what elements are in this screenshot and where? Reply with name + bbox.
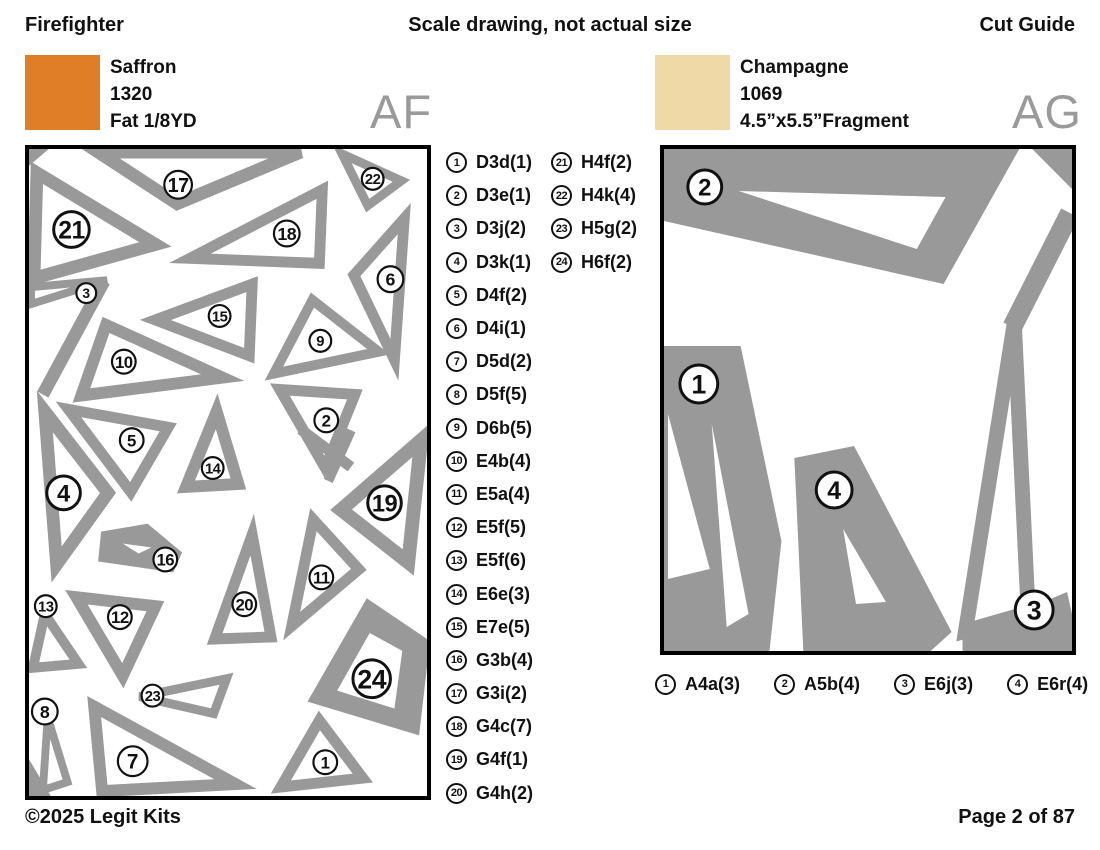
fabric-piece-outline <box>190 190 322 264</box>
svg-text:17: 17 <box>167 174 189 197</box>
af-legend-column-1 <box>446 146 533 810</box>
svg-text:10: 10 <box>114 352 133 372</box>
legend-item <box>655 672 740 696</box>
piece-number-marker <box>209 305 231 327</box>
legend-number-badge: 3 <box>446 218 467 239</box>
piece-number-marker <box>112 350 136 374</box>
legend-number-badge: 8 <box>446 384 467 405</box>
piece-number-marker <box>313 750 337 774</box>
legend-item <box>774 672 860 696</box>
legend-piece-code: E5a(4) <box>476 483 531 504</box>
piece-number-marker <box>816 472 852 508</box>
legend-piece-code: A4a(3) <box>685 673 741 694</box>
copyright: ©2025 Legit Kits <box>25 806 181 828</box>
fabric-piece-ring <box>664 149 1019 284</box>
legend-piece-code: D5f(5) <box>476 384 528 405</box>
svg-text:22: 22 <box>364 172 381 189</box>
legend-number-badge: 7 <box>446 351 467 372</box>
piece-number-marker <box>202 457 224 479</box>
legend-item <box>446 378 533 411</box>
piece-number-marker <box>118 746 148 776</box>
legend-item <box>446 146 533 179</box>
legend-item <box>446 246 533 279</box>
af-fabric-cut: Fat 1/8YD <box>110 111 197 132</box>
piece-number-marker <box>153 548 177 572</box>
piece-number-marker <box>309 565 333 589</box>
legend-item <box>446 777 533 810</box>
ag-cut-drawing <box>664 149 1072 651</box>
legend-number-badge: 13 <box>446 550 467 571</box>
legend-number-badge: 4 <box>1007 674 1028 695</box>
svg-text:1: 1 <box>320 753 330 773</box>
fabric-piece-sliver <box>1012 213 1070 327</box>
svg-text:3: 3 <box>82 285 91 302</box>
piece-number-marker <box>54 212 90 248</box>
legend-number-badge: 17 <box>446 683 467 704</box>
piece-number-marker <box>353 660 391 698</box>
ag-legend <box>655 672 1088 696</box>
svg-text:19: 19 <box>371 490 398 518</box>
legend-piece-code: G4h(2) <box>476 782 534 803</box>
legend-item <box>551 146 637 179</box>
legend-piece-code: D5d(2) <box>476 351 533 372</box>
project-title: Firefighter <box>25 14 124 36</box>
legend-item <box>446 445 533 478</box>
page-number: Page 2 of 87 <box>958 806 1075 828</box>
legend-piece-code: G3i(2) <box>476 683 528 704</box>
legend-number-badge: 23 <box>551 218 572 239</box>
piece-number-marker <box>142 685 164 707</box>
fabric-piece-outline <box>98 152 300 204</box>
legend-number-badge: 2 <box>774 674 795 695</box>
fabric-piece-outline <box>34 173 155 278</box>
legend-piece-code: G3b(4) <box>476 649 534 670</box>
legend-item <box>446 644 533 677</box>
fabric-piece-ring <box>794 446 951 651</box>
scale-note: Scale drawing, not actual size <box>408 14 692 36</box>
svg-text:18: 18 <box>277 223 297 244</box>
legend-number-badge: 18 <box>446 716 467 737</box>
af-cut-panel <box>25 145 431 800</box>
piece-number-marker <box>120 428 144 452</box>
piece-number-marker <box>35 595 57 617</box>
legend-number-badge: 3 <box>894 674 915 695</box>
svg-text:16: 16 <box>156 550 175 570</box>
svg-text:5: 5 <box>127 431 137 451</box>
svg-text:7: 7 <box>126 750 139 774</box>
legend-item <box>446 279 533 312</box>
piece-number-marker <box>108 605 132 629</box>
legend-number-badge: 10 <box>446 451 467 472</box>
svg-text:2: 2 <box>321 411 331 431</box>
svg-text:20: 20 <box>235 595 254 615</box>
piece-number-marker <box>32 699 58 725</box>
svg-text:12: 12 <box>111 608 129 628</box>
fabric-piece-outline <box>215 535 271 639</box>
legend-number-badge: 20 <box>446 783 467 804</box>
fabric-piece-outline <box>155 284 252 356</box>
svg-text:8: 8 <box>39 701 50 722</box>
svg-text:6: 6 <box>385 269 396 290</box>
legend-piece-code: G4f(1) <box>476 749 529 770</box>
legend-item <box>1007 672 1088 696</box>
svg-text:14: 14 <box>204 461 221 478</box>
legend-piece-code: E4b(4) <box>476 450 532 471</box>
piece-number-marker <box>309 330 331 352</box>
svg-text:23: 23 <box>144 688 161 706</box>
svg-text:4: 4 <box>56 480 71 508</box>
ag-fabric-name: Champagne <box>740 57 849 78</box>
legend-item <box>446 677 533 710</box>
legend-item <box>446 312 533 345</box>
legend-piece-code: H6f(2) <box>581 251 633 272</box>
legend-piece-code: D3e(1) <box>476 185 532 206</box>
piece-number-marker <box>274 221 300 247</box>
legend-item <box>446 412 533 445</box>
legend-item <box>446 478 533 511</box>
legend-number-badge: 24 <box>551 252 572 273</box>
piece-number-marker <box>76 283 96 303</box>
legend-number-badge: 16 <box>446 650 467 671</box>
legend-number-badge: 15 <box>446 617 467 638</box>
svg-text:4: 4 <box>827 476 842 506</box>
piece-number-marker <box>232 592 256 616</box>
ag-fabric-cut: 4.5”x5.5”Fragment <box>740 111 909 132</box>
legend-piece-code: D4i(1) <box>476 318 527 339</box>
ag-fabric-swatch <box>655 55 730 130</box>
fabric-piece-outline <box>94 707 235 791</box>
legend-number-badge: 1 <box>446 152 467 173</box>
piece-number-marker <box>680 365 718 403</box>
svg-text:1: 1 <box>691 369 707 400</box>
ag-fabric-number: 1069 <box>740 84 783 105</box>
svg-text:11: 11 <box>312 568 330 588</box>
legend-piece-code: E6e(3) <box>476 583 531 604</box>
legend-piece-code: D3d(1) <box>476 152 533 173</box>
af-panel-letter: AF <box>370 85 433 138</box>
legend-item <box>446 345 533 378</box>
fabric-piece-outline <box>33 614 78 668</box>
svg-text:15: 15 <box>211 309 228 326</box>
legend-number-badge: 1 <box>655 674 676 695</box>
legend-piece-code: H4k(4) <box>581 185 637 206</box>
cut-guide-title: Cut Guide <box>979 14 1075 36</box>
legend-item <box>894 672 973 696</box>
legend-item <box>446 212 533 245</box>
legend-number-badge: 14 <box>446 584 467 605</box>
piece-number-marker <box>688 170 722 204</box>
legend-item <box>446 511 533 544</box>
piece-number-marker <box>378 266 404 292</box>
fabric-piece-solid <box>1032 149 1072 189</box>
legend-number-badge: 19 <box>446 749 467 770</box>
legend-item <box>446 710 533 743</box>
legend-number-badge: 9 <box>446 418 467 439</box>
legend-item <box>551 179 637 212</box>
legend-item <box>551 246 637 279</box>
ag-cut-panel <box>660 145 1076 655</box>
legend-number-badge: 6 <box>446 318 467 339</box>
piece-number-marker <box>314 408 338 432</box>
svg-text:3: 3 <box>1026 595 1042 626</box>
legend-piece-code: E6j(3) <box>924 673 974 694</box>
af-cut-drawing <box>29 149 427 796</box>
legend-piece-code: D6b(5) <box>476 417 533 438</box>
piece-number-marker <box>362 168 384 190</box>
svg-text:9: 9 <box>316 334 325 351</box>
piece-number-marker <box>164 171 192 199</box>
legend-piece-code: E5f(5) <box>476 517 527 538</box>
fabric-piece-outline <box>966 323 1029 631</box>
legend-piece-code: E7e(5) <box>476 616 531 637</box>
legend-piece-code: E6r(4) <box>1037 673 1089 694</box>
svg-text:13: 13 <box>38 599 54 616</box>
svg-text:24: 24 <box>357 664 387 695</box>
legend-item <box>446 544 533 577</box>
piece-number-marker <box>368 486 402 520</box>
legend-piece-code: H5g(2) <box>581 218 638 239</box>
legend-item <box>446 611 533 644</box>
legend-piece-code: D3j(2) <box>476 218 527 239</box>
fabric-piece-outline <box>43 717 68 790</box>
legend-number-badge: 12 <box>446 517 467 538</box>
af-legend-column-2 <box>551 146 637 279</box>
fabric-piece-outline <box>69 409 169 491</box>
legend-number-badge: 5 <box>446 285 467 306</box>
piece-number-marker <box>1015 591 1053 629</box>
legend-number-badge: 22 <box>551 185 572 206</box>
legend-item <box>446 743 533 776</box>
legend-piece-code: D4f(2) <box>476 284 528 305</box>
piece-number-marker <box>47 476 81 510</box>
legend-number-badge: 2 <box>446 185 467 206</box>
legend-number-badge: 11 <box>446 484 467 505</box>
af-fabric-name: Saffron <box>110 57 177 78</box>
af-fabric-swatch <box>25 55 100 130</box>
legend-piece-code: G4c(7) <box>476 716 533 737</box>
legend-number-badge: 4 <box>446 252 467 273</box>
svg-text:21: 21 <box>58 217 85 245</box>
legend-item <box>446 577 533 610</box>
legend-piece-code: A5b(4) <box>804 673 861 694</box>
svg-text:2: 2 <box>698 174 712 202</box>
legend-piece-code: H4f(2) <box>581 152 633 173</box>
legend-number-badge: 21 <box>551 152 572 173</box>
legend-item <box>446 179 533 212</box>
legend-piece-code: D3k(1) <box>476 251 532 272</box>
legend-piece-code: E5f(6) <box>476 550 527 571</box>
legend-item <box>551 212 637 245</box>
af-fabric-number: 1320 <box>110 84 153 105</box>
ag-panel-letter: AG <box>1012 85 1082 138</box>
